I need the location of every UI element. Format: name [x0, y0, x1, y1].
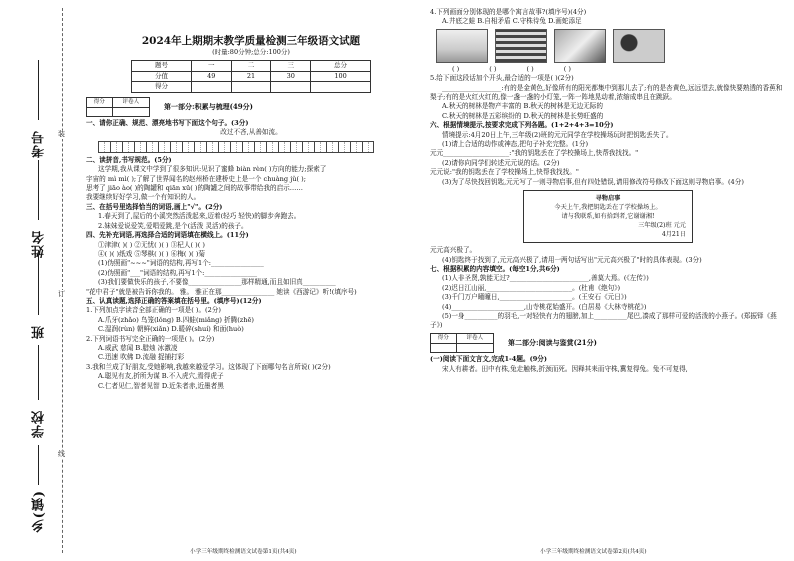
question-6: 六、根据情境提示,按要求完成下列各题。(1+2+4+3=10分) — [430, 121, 614, 130]
footer-page-1: 小学三年级期终检测语文试卷第1页(共4页) — [190, 549, 297, 555]
table-cell[interactable] — [191, 82, 231, 92]
q7-line: (2)迟日江山丽,__________________________。(杜甫《绝句》) — [442, 283, 621, 292]
q2-line: 思考了 jiāo ào( )的陶罐和 qiān xū( )的陶罐之间的故事带给我的启示…… — [86, 184, 303, 193]
q5-line: A.爪牙(zhǎo) 鸟笼(lǒng) B.四蛙(miǎng) 折腾(zhē) — [98, 315, 254, 324]
q5-line: A.聪见有友,折所为谋 B.不入虎穴,焉得虎子 — [98, 372, 224, 381]
table-cell: 题号 — [132, 61, 192, 71]
q4-fables: 4.下列画面分别体现的是哪个寓言故事?(填序号)(4分) — [430, 8, 587, 16]
q6-line: 元元____________________:"我的钥匙丢在了学校操场上,快帮我找找。" — [430, 149, 639, 158]
q5-opening: 5.给下面这段话加个开头,最合适的一项是( )(2分) — [430, 74, 574, 83]
table-cell: 30 — [271, 71, 311, 81]
q7-line: (1)人非圣贤,孰能无过?________________________,善莫大焉。(《左传》) — [442, 274, 649, 283]
q5-opening-option: C.秋天的树林是五彩缤纷的 D.秋天的树林是长势旺盛的 — [442, 111, 604, 120]
q2-line: 我要继续好好学习,做一个有知识的人。 — [86, 193, 201, 202]
grader-box — [86, 97, 150, 117]
exam-no-label: 考号 — [32, 130, 47, 158]
notice-signature: 三年级(2)班 元元 — [638, 222, 686, 230]
q6-line: (4)钥匙终于找到了,元元高兴极了,请用一两句话写出"元元高兴极了"时的具体表现。(3分) — [442, 255, 702, 264]
table-cell: 总分 — [311, 61, 371, 71]
q3-line: 1.春天到了,屋后的小溪突然活泼起来,迈着(轻巧 轻快)的脚步奔跑去。 — [98, 212, 301, 221]
footer-page-2: 小学三年级期终检测语文试卷第2页(共4页) — [540, 549, 647, 555]
table-cell[interactable] — [271, 82, 311, 92]
table-row — [132, 61, 371, 71]
binding-char-2: 订 — [58, 290, 65, 298]
table-row — [132, 82, 371, 92]
question-3: 三、在括号里选择恰当的词语,画上"√"。(2分) — [86, 202, 223, 211]
grader-reviewer-label: 评卷人 — [112, 97, 149, 107]
table-cell: 二 — [231, 61, 271, 71]
q5-line: C.仁者见仁,智者见智 D.近朱者赤,近墨者黑 — [98, 381, 224, 390]
binding-margin — [0, 0, 84, 561]
binding-char-1: 装 — [58, 130, 65, 138]
q4-line: (2)伪照画"___"词语的结构,再写1个:________________ — [98, 268, 258, 277]
notice-line: 今天上午,我把钥匙丢在了学校操场上。 — [554, 204, 662, 212]
q6-line: 情境提示:4月20日上午,三年级(2)班的元元同学在学校操场玩时把钥匙丢失了。 — [442, 130, 673, 139]
school-label: 学校 — [32, 410, 47, 438]
township-label: 乡(镇) — [32, 490, 47, 533]
fable-image-4 — [613, 29, 665, 63]
score-table — [131, 60, 371, 92]
fable-image-1 — [436, 29, 488, 63]
writing-grid[interactable] — [98, 141, 416, 153]
q5-opening-text: __________________:有的是金黄色,好像所有的阳光都集中到那儿去了;有的是杏黄色,远远望去,就像快要熟透的香蕉和梨子;有的是火红火红的,像一盏一盏的小灯笼,一阵一阵地晃动着,浓缩成串且在跳跃。 — [430, 83, 783, 102]
answer-paren[interactable]: ( ) — [489, 64, 497, 73]
q1-sentence: 改过不吝,从善如流。 — [220, 128, 282, 137]
q5-line: A.威武 慈闻 B.腊烛 冰激凌 — [98, 343, 178, 352]
notice-title: 寻物启事 — [595, 195, 621, 203]
grader-score-cell[interactable] — [431, 344, 457, 353]
left-column — [86, 8, 416, 391]
fable-answer-row — [452, 65, 786, 74]
answer-paren[interactable]: ( ) — [452, 64, 460, 73]
q5-line: 3.我和兰成了好朋友,受她影响,我越来越爱学习。这体现了下面哪句名言所说( )(2分) — [86, 362, 331, 371]
table-cell: 得分 — [132, 82, 192, 92]
question-2: 二、读拼音,书写规范。(5分) — [86, 155, 172, 164]
q5-line: 2.下列词语书写完全正确的一项是( )。(2分) — [86, 334, 215, 343]
exam-subtitle: (时量:80分钟;总分:100分) — [212, 48, 290, 56]
part2-passage: 宋人有耕者。田中有株,兔走触株,折颈而死。因释其耒而守株,冀复得兔。兔不可复得, — [442, 364, 688, 373]
table-cell: 100 — [311, 71, 371, 81]
q6-line: 元元高兴极了。 — [430, 246, 477, 255]
grader-score-label: 得分 — [87, 97, 113, 107]
table-cell: 49 — [191, 71, 231, 81]
answer-paren[interactable]: ( ) — [563, 64, 571, 73]
table-cell: 三 — [271, 61, 311, 71]
q2-line: 宇宙的 mì mì( );了解了世界闻名的赵州桥在建桥史上是一个 chuàng jǔ( ); — [86, 174, 306, 183]
name-line — [38, 160, 39, 220]
question-7: 七、根据积累的内容填空。(每空1分,共6分) — [430, 264, 560, 273]
part2-header — [430, 333, 786, 353]
binding-char-3: 线 — [58, 450, 65, 458]
q5-line: C.迅速 吹佛 D.流融 捉捕打彩 — [98, 353, 185, 362]
class-line — [38, 250, 39, 315]
q2-line: 这学期,我从课文中学到了很多知识:见识了蜜蜂 biàn rèn( )方向的能力;探索了 — [98, 165, 327, 174]
grader-box — [430, 333, 494, 353]
exam-no-line — [38, 60, 39, 120]
q4-line: ④( )( )纸戏 ⑤琴棋( )( ) ⑥梅( )( )菊 — [98, 249, 205, 258]
q4-line: (3)我们要做快乐的孩子,不要像________________那样精通,而且如旧真__________ — [98, 278, 336, 287]
part1-title: 第一部分:积累与梳理(49分) — [164, 102, 253, 112]
q7-line: (4)______________________,山寺桃花始盛开。(白居易《大林寺桃花》) — [442, 302, 647, 311]
grader-score-label: 得分 — [431, 333, 457, 343]
q7-line: (5)一身__________的羽毛,一对轻快有力的翅膀,加上__________尾巴,凑成了那样可爱的活泼的小燕子。(郑振铎《燕子》) — [430, 311, 777, 330]
q6-line: (1)请上合适的动作或神态,把句子补充完整。(1分) — [442, 140, 589, 149]
q4-line: (1)伪照画"~~~"词语的结构,再写1个:________________ — [98, 259, 264, 268]
question-5: 五、认真读题,选择正确的答案填在括号里。(填序号)(12分) — [86, 296, 262, 305]
q4-fable-options: A.井底之蛙 B.自相矛盾 C.守株待兔 D.画蛇添足 — [442, 17, 582, 26]
answer-paren[interactable]: ( ) — [526, 64, 534, 73]
table-cell[interactable] — [311, 82, 371, 92]
binding-dash-line — [62, 8, 63, 553]
grader-reviewer-cell[interactable] — [112, 108, 149, 117]
q4-line: ①津津( )( ) ②无忧( )( ) ③杞人( )( ) — [98, 240, 205, 249]
notice-date: 4月21日 — [661, 231, 686, 239]
table-cell[interactable] — [231, 82, 271, 92]
table-cell: 分值 — [132, 71, 192, 81]
table-row — [132, 71, 371, 81]
q5-line: C.湿润(rùn) 朝鲜(xiǎn) D.暖碎(shuí) 和面(huò) — [98, 325, 244, 334]
q6-line: 元元说:"我的钥匙丢在了学校操场上,快帮我找找。" — [430, 168, 579, 177]
part2-title: 第二部分:阅读与鉴赏(21分) — [508, 338, 597, 348]
fable-image-3 — [554, 29, 606, 63]
grader-reviewer-cell[interactable] — [456, 344, 493, 353]
township-line — [38, 445, 39, 485]
table-cell: 21 — [231, 71, 271, 81]
fable-images — [436, 29, 786, 63]
school-line — [38, 345, 39, 400]
q3-line: 2.妹妹爱说爱笑,爱唱爱跳,是个(活泼 灵活)的孩子。 — [98, 221, 248, 230]
q6-line: (2)请你向同学们转述元元说的话。(2分) — [442, 158, 560, 167]
q7-line: (3)千门万户曈曈日,______________________。(王安石《元日》) — [442, 293, 627, 302]
grader-score-cell[interactable] — [87, 108, 113, 117]
q6-line: (3)为了尽快找回钥匙,元元写了一则寻物启事,但有四处错误,请用修改符号修改下面这则寻物启事。(4分) — [442, 177, 744, 186]
q4-line: "花中君子"就是被告诉你我的。 雅。 雅正在那________________ 她读《西游记》听!(填序号) — [86, 287, 357, 296]
class-label: 班 — [32, 325, 47, 339]
q5-opening-option: A.秋天的树林是物产丰富的 B.秋天的树林是无边无际的 — [442, 102, 603, 111]
q5-line: 1.下列加点字读音全部正确的一项是( )。(2分) — [86, 306, 221, 315]
table-cell: 一 — [191, 61, 231, 71]
question-4: 四、先补充词语,再选择合适的词语填在横线上。(11分) — [86, 231, 249, 240]
right-column — [430, 8, 786, 374]
lost-item-notice — [523, 190, 693, 243]
part1-header — [86, 97, 416, 117]
exam-title: 2024年上期期末教学质量检测三年级语文试题 — [141, 35, 361, 47]
notice-line: 请与我联系,如有拾到者,它谢谢湘! — [561, 213, 655, 221]
question-1: 一、请你正确、规范、漂亮地书写下面这个句子。(3分) — [86, 119, 249, 128]
grader-reviewer-label: 评卷人 — [456, 333, 493, 343]
fable-image-2 — [495, 29, 547, 63]
name-label: 姓名 — [32, 230, 47, 258]
part2-question-1: (一)阅读下面文言文,完成1-4题。(9分) — [430, 355, 547, 364]
